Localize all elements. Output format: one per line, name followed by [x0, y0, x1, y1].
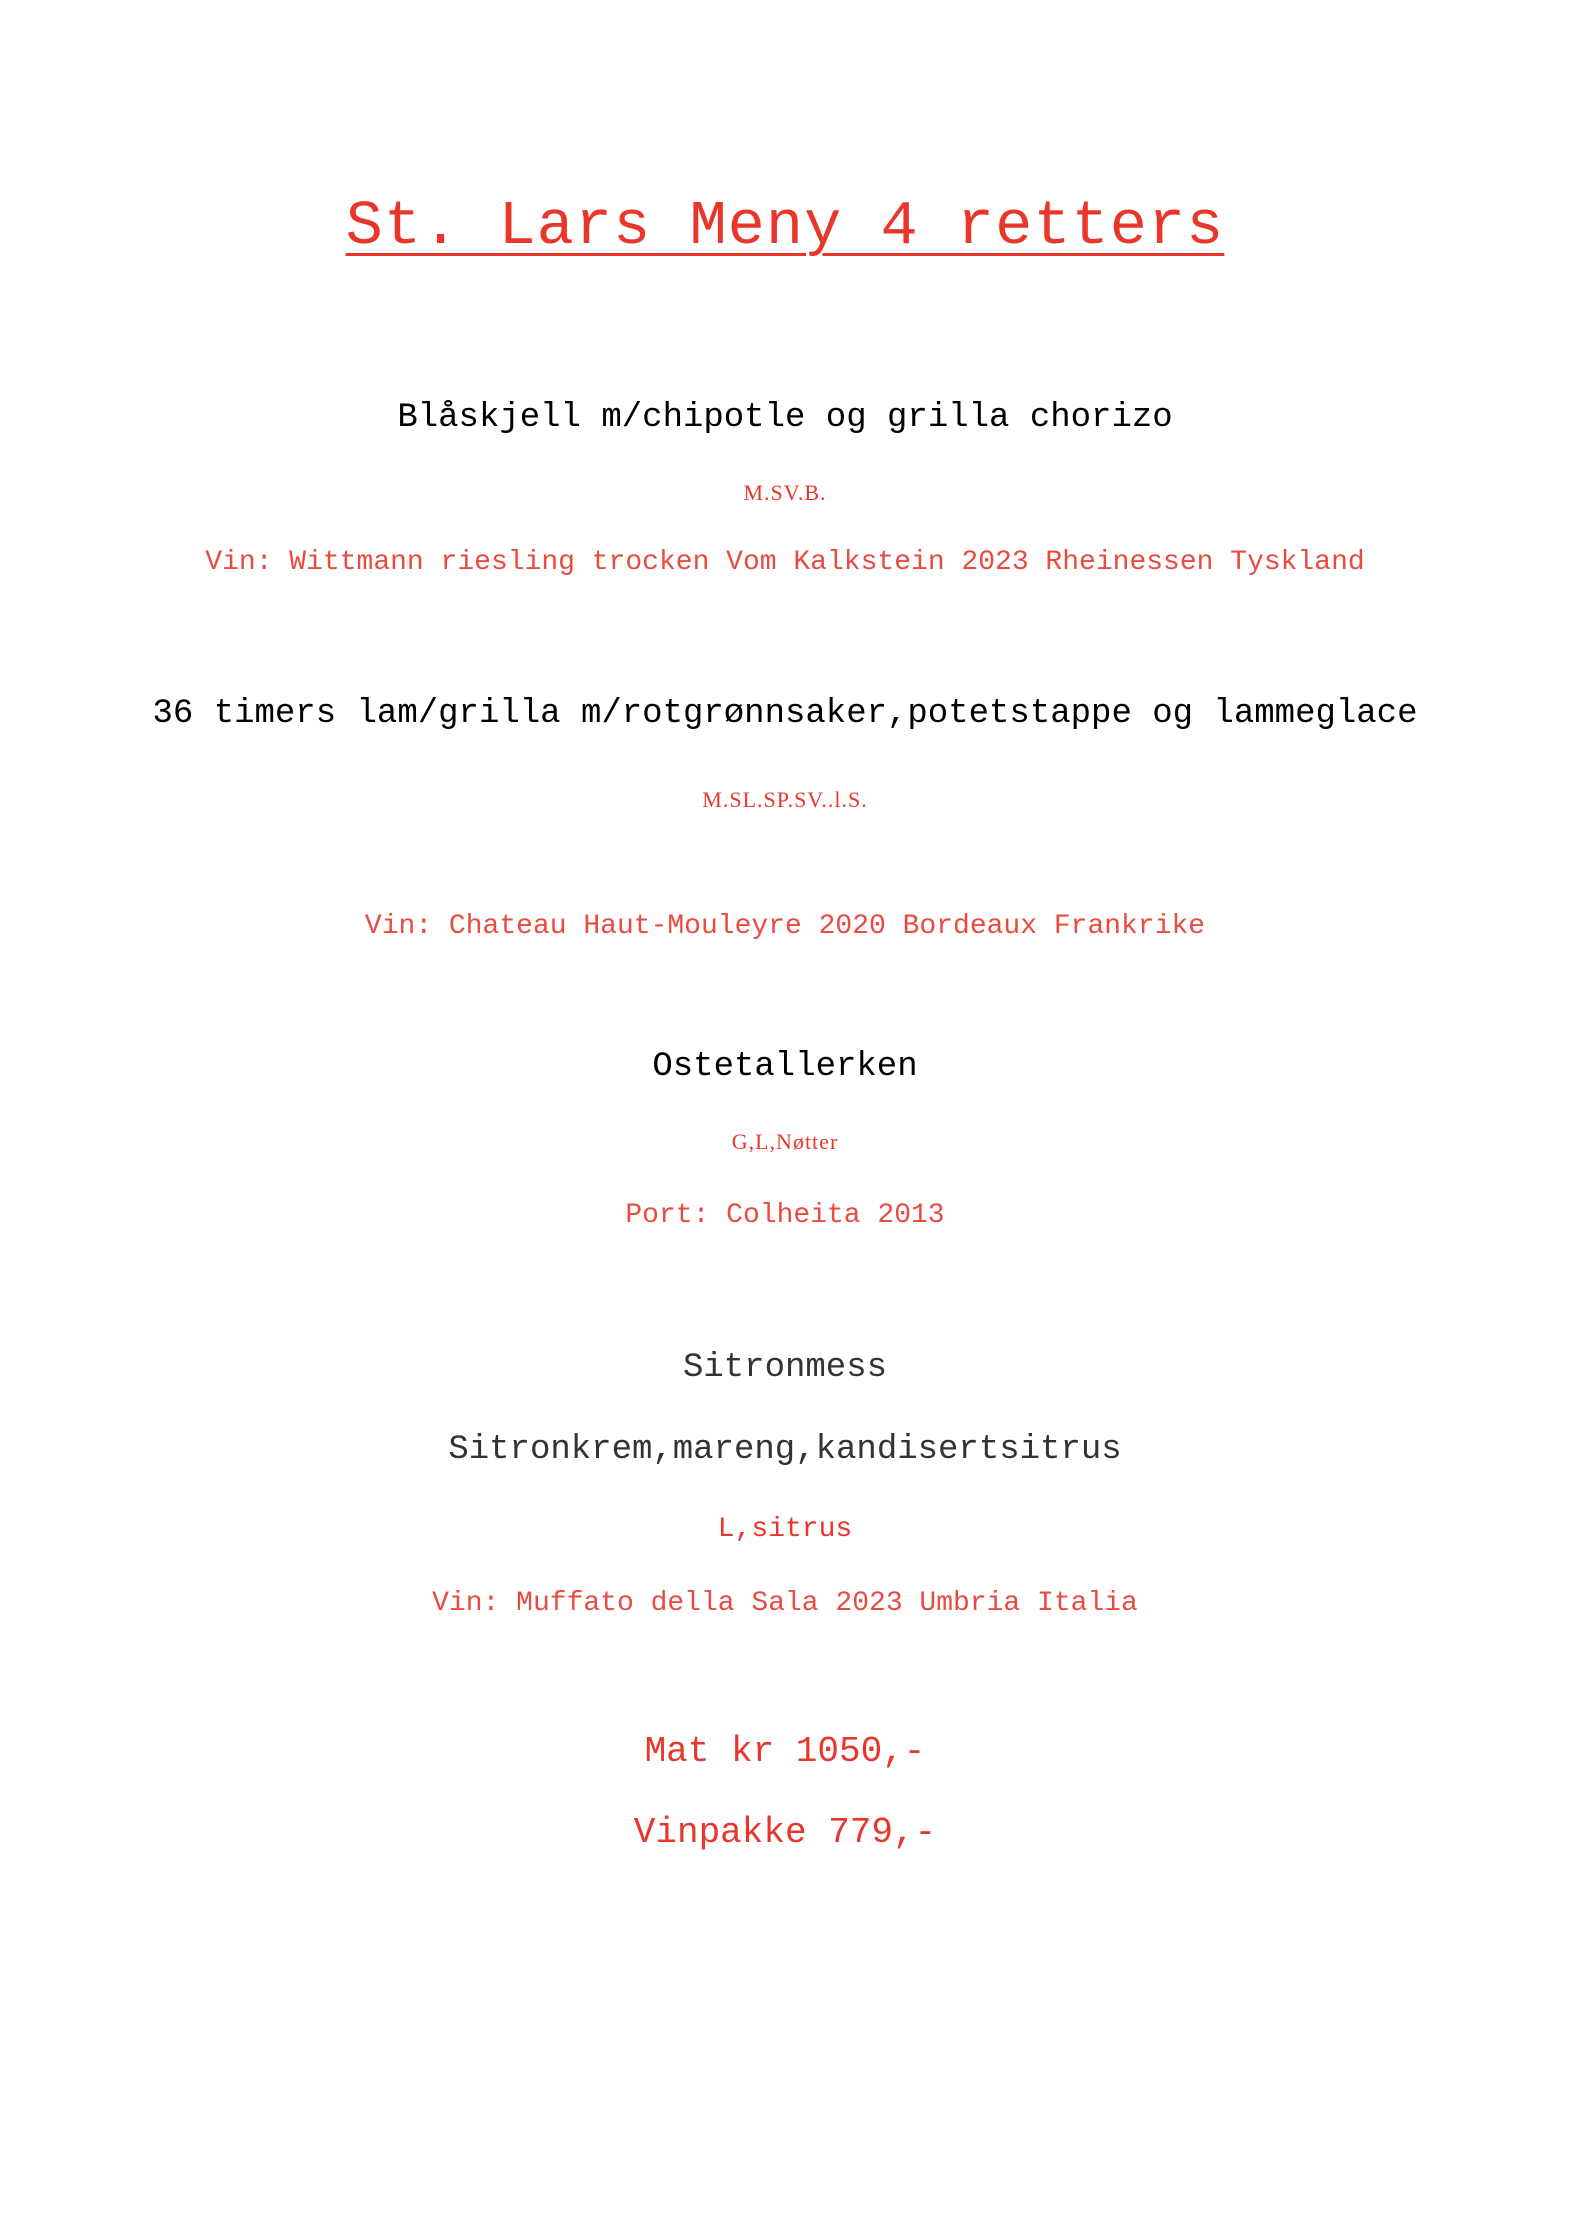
- course-4-allergens: L,sitrus: [717, 1514, 853, 1545]
- wine-package-price: Vinpakke 779,-: [633, 1812, 937, 1853]
- course-3-dish: Ostetallerken: [652, 1048, 918, 1086]
- course-2-allergens: M.SL.SP.SV..l.S.: [702, 787, 868, 812]
- course-2-dish: 36 timers lam/grilla m/rotgrønnsaker,potetstappe og lammeglace: [152, 695, 1418, 733]
- menu-title-text: St. Lars Meny 4 retters: [345, 191, 1225, 262]
- course-4-wine: Vin: Muffato della Sala 2023 Umbria Italia: [432, 1588, 1138, 1619]
- course-4-dish: Sitronmess: [682, 1349, 888, 1387]
- course-1-dish: Blåskjell m/chipotle og grilla chorizo: [397, 399, 1173, 437]
- course-2-wine: Vin: Chateau Haut-Mouleyre 2020 Bordeaux Frankrike: [364, 911, 1206, 942]
- course-1-wine: Vin: Wittmann riesling trocken Vom Kalkstein 2023 Rheinessen Tyskland: [205, 547, 1365, 578]
- food-price: Mat kr 1050,-: [644, 1731, 926, 1772]
- course-4-description: Sitronkrem,mareng,kandisertsitrus: [448, 1431, 1122, 1469]
- course-3-allergens: G,L,Nøtter: [731, 1129, 839, 1154]
- menu-title: [0, 191, 1570, 262]
- course-1-allergens: M.SV.B.: [743, 480, 827, 505]
- course-3-wine: Port: Colheita 2013: [625, 1200, 945, 1231]
